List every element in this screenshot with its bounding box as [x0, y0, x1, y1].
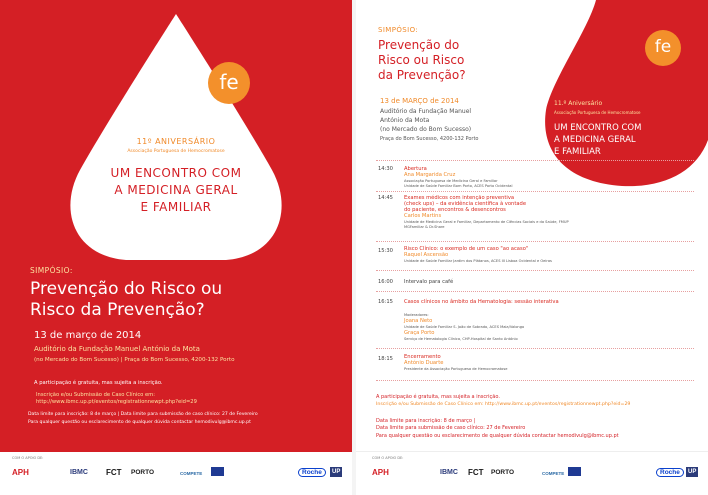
sponsor-aph-logo: APH [12, 468, 29, 477]
program-affiliation: Unidade de Saúde Familiar Bom Porto, ACES Porto Ocidental [404, 184, 513, 188]
symposium-label: SIMPÓSIO: [30, 266, 73, 275]
anniversary-label: 11º ANIVERSÁRIO [136, 137, 216, 146]
sponsors-strip [356, 451, 708, 495]
moderators-label: Moderadores: [404, 313, 429, 317]
symposium-title-line-3: da Prevenção? [378, 68, 466, 82]
poster-page-left [0, 0, 352, 495]
program-time: 18:15 [378, 356, 393, 362]
sponsors-strip [0, 452, 352, 495]
symposium-title-line-1: Prevenção do Risco ou [30, 279, 223, 299]
event-address: (no Mercado do Bom Sucesso) | Praça do Bom Sucesso, 4200-132 Porto [34, 357, 235, 363]
program-title: Casos clínicos no âmbito da Hematologia: sessão interativa [404, 299, 559, 305]
divider [376, 348, 694, 349]
program-affiliation: Associação Portuguesa de Medicina Geral e Familiar [404, 179, 498, 183]
free-participation-text: A participação é gratuita, mas sujeita a inscrição. [34, 380, 163, 386]
symposium-label: SIMPÓSIO: [378, 26, 419, 34]
sponsor-eu-flag-icon [211, 467, 224, 476]
moderator-affiliation: Unidade de Saúde Familiar S. João de Sobrado, ACES Maia/Valongo [404, 325, 525, 329]
sponsor-aph-logo: APH [372, 468, 389, 477]
program-title: Abertura [404, 166, 427, 172]
registration-link[interactable]: Inscrição e/ou Submissão de Caso Clínico em: http://www.ibmc.up.pt/eventos/registrationnewpt.php?eid=29 [376, 402, 631, 407]
program-title: Risco Clínico: o exemplo de um caso "ao acaso" [404, 246, 529, 252]
venue-line-2: António da Mota [380, 117, 430, 124]
program-affiliation: Presidente da Associação Portuguesa de Hemocromatose [404, 367, 508, 371]
encounter-line-2: A MEDICINA GERAL [554, 135, 636, 145]
registration-link[interactable]: http://www.ibmc.up.pt/eventos/registrationnewpt.php?eid=29 [36, 399, 197, 405]
sponsor-compete-logo: COMPETE [180, 471, 203, 476]
deadline-registration: Data limite para inscrição: 8 de março | [376, 418, 476, 424]
program-title: Exames médicos com intenção preventiva [404, 195, 515, 201]
venue-line-1: Auditório da Fundação Manuel [380, 108, 472, 115]
registration-label: Inscrição e/ou Submissão de Caso Clínico em: [36, 392, 155, 398]
divider [376, 160, 694, 161]
sponsor-roche-logo: Roche [298, 468, 326, 477]
sponsor-up-logo: UP [688, 469, 697, 475]
program-title: do paciente, encontros & desencontros [404, 207, 506, 213]
divider [376, 380, 694, 381]
venue-line-3: (no Mercado do Bom Sucesso) [380, 126, 472, 133]
event-address: Praça do Bom Sucesso, 4200-132 Porto [380, 136, 479, 142]
fe-logo: fe [208, 62, 250, 104]
program-affiliation: MGFamiliar & Dr.Share [404, 225, 445, 229]
encounter-line-3: E FAMILIAR [140, 200, 212, 214]
encounter-line-2: A MEDICINA GERAL [114, 183, 238, 197]
program-time: 16:15 [378, 299, 393, 305]
divider [376, 191, 694, 192]
event-venue: Auditório da Fundação Manuel António da Mota [34, 345, 200, 353]
free-participation-text: A participação é gratuita, mas sujeita a inscrição. [376, 394, 500, 400]
program-speaker: Ana Margarida Cruz [404, 172, 456, 178]
sponsor-eu-flag-icon [568, 467, 581, 476]
program-time: 16:00 [378, 279, 393, 285]
event-date: 13 de março de 2014 [34, 330, 142, 341]
moderator-affiliation: Serviço de Hematologia Clínica, CHP-Hospital de Santo António [404, 337, 518, 341]
sponsor-compete-logo: COMPETE [542, 471, 565, 476]
sponsor-roche-logo: Roche [656, 468, 684, 477]
association-label: Associação Portuguesa de Hemocromatose [554, 110, 641, 115]
event-date: 13 de MARÇO de 2014 [380, 97, 459, 105]
sponsor-porto-logo: PORTO [491, 469, 514, 476]
sponsor-ibmc-logo: IBMC [70, 469, 88, 476]
program-title: Intervalo para café [404, 279, 454, 285]
association-label: Associação Portuguesa de Hemocromatose [127, 149, 225, 154]
symposium-title-line-1: Prevenção do [378, 38, 460, 52]
deadline-case-submission: Data limite para submissão de caso clínico: 27 de Fevereiro [376, 425, 526, 431]
program-speaker: António Duarte [404, 360, 444, 366]
divider [376, 241, 694, 242]
program-speaker: Carlos Martins [404, 213, 442, 219]
contact-text[interactable]: Para qualquer questão ou esclarecimento de qualquer dúvida contactar hemodivulg@ibmc.up.pt [28, 420, 251, 425]
encounter-line-1: UM ENCONTRO COM [554, 123, 642, 133]
program-affiliation: Unidade de Saúde Familiar Jardim dos Plátanos, ACES III Lisboa Ocidental e Oeiras [404, 259, 552, 263]
program-time: 15:30 [378, 248, 393, 254]
sponsor-fct-logo: FCT [468, 468, 484, 477]
moderator-name: Joana Neto [404, 318, 433, 324]
divider [376, 270, 694, 271]
symposium-title-line-2: Risco ou Risco [378, 53, 465, 67]
sponsor-up-logo: UP [332, 469, 341, 475]
program-speaker: Raquel Ascensão [404, 252, 449, 258]
blood-drop-shape [0, 0, 352, 270]
encounter-line-1: UM ENCONTRO COM [110, 166, 242, 180]
poster-page-right [356, 0, 708, 495]
divider [376, 291, 694, 292]
program-time: 14:30 [378, 166, 393, 172]
program-title: (check ups) – da evidência científica à vontade [404, 201, 527, 207]
deadlines-text: Data limite para inscrição: 8 de março | Data limite para submissão de caso clínico: 27 de Fevereiro [28, 412, 258, 417]
support-label: COM O APOIO DE: [12, 456, 44, 460]
anniversary-label: 11.º Aniversário [554, 100, 603, 107]
moderator-name: Graça Porto [404, 330, 435, 336]
encounter-line-3: E FAMILIAR [554, 147, 601, 157]
support-label: COM O APOIO DE: [372, 456, 404, 460]
sponsor-porto-logo: PORTO [131, 469, 154, 476]
sponsor-ibmc-logo: IBMC [440, 469, 458, 476]
program-title: Encerramento [404, 354, 441, 360]
symposium-title-line-2: Risco da Prevenção? [30, 300, 205, 320]
sponsor-fct-logo: FCT [106, 468, 122, 477]
contact-text[interactable]: Para qualquer questão ou esclarecimento de qualquer dúvida contactar hemodivulg@ibmc.up.pt [376, 433, 619, 439]
fe-logo: fe [645, 30, 681, 66]
program-time: 14:45 [378, 195, 393, 201]
program-affiliation: Unidade de Medicina Geral e Familiar, Departamento de Ciências Sociais e da Saúde, FMUP [404, 220, 569, 224]
